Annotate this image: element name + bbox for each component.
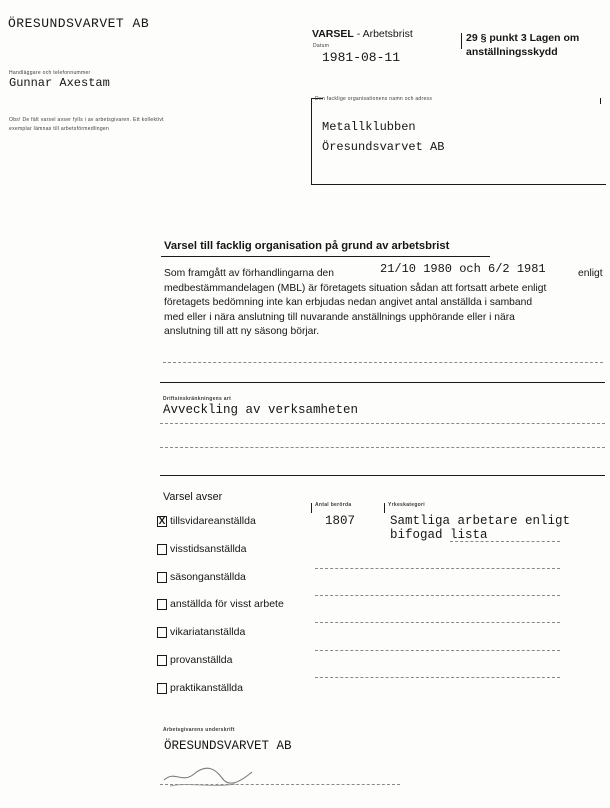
signature-label: Arbetsgivarens underskrift bbox=[163, 727, 235, 733]
recipient-box-right bbox=[600, 98, 601, 104]
handwritten-signature bbox=[160, 760, 280, 790]
option-label: anställda för visst arbete bbox=[170, 598, 284, 610]
category-bracket bbox=[384, 503, 385, 513]
option-label: visstidsanställda bbox=[170, 543, 247, 555]
body-line1-prefix: Som framgått av förhandlingarna den bbox=[164, 268, 334, 279]
category-label: Yrkeskategori bbox=[388, 502, 425, 508]
option-line bbox=[315, 677, 560, 678]
restriction-label: Driftsinskränkningens art bbox=[163, 396, 232, 402]
checkbox-praktik[interactable] bbox=[157, 683, 167, 694]
checkbox-visst-arbete[interactable] bbox=[157, 599, 167, 610]
option-label: säsonganställda bbox=[170, 571, 246, 583]
recipient-label: Den facklige organisationens namn och adress bbox=[315, 96, 433, 102]
option-label: vikariatanställda bbox=[170, 626, 246, 638]
negotiation-dates: 21/10 1980 och 6/2 1981 bbox=[380, 262, 546, 276]
body-line5: anslutning till att ny säsong börjar. bbox=[164, 326, 320, 337]
company-name: ÖRESUNDSVARVET AB bbox=[8, 16, 150, 31]
option-line bbox=[450, 541, 560, 542]
recipient-box-bottom bbox=[311, 184, 606, 185]
law-reference-line2: anställningsskydd bbox=[466, 46, 558, 58]
instruction-note-line2: exemplar lämnas till arbetsförmedlingen bbox=[9, 126, 110, 132]
recipient-line2: Öresundsvarvet AB bbox=[322, 140, 445, 154]
option-line bbox=[315, 622, 560, 623]
checkbox-visstid[interactable] bbox=[157, 544, 167, 555]
blank-line bbox=[163, 362, 603, 363]
notice-title-bold: VARSEL bbox=[312, 28, 354, 40]
law-reference-line1: 29 § punkt 3 Lagen om bbox=[466, 32, 580, 44]
count-bracket bbox=[311, 503, 312, 513]
notice-title-rest: - Arbetsbrist bbox=[353, 28, 413, 40]
notice-date: 1981-08-11 bbox=[322, 50, 401, 65]
checkbox-vikariat[interactable] bbox=[157, 627, 167, 638]
heading-underline bbox=[161, 256, 490, 257]
option-label: tillsvidareanställda bbox=[170, 515, 256, 527]
checkbox-tillsvidare[interactable]: X bbox=[158, 516, 166, 527]
varsel-heading: Varsel avser bbox=[163, 491, 223, 503]
handler-name: Gunnar Axestam bbox=[9, 76, 110, 90]
signature-stamp: ÖRESUNDSVARVET AB bbox=[164, 739, 292, 753]
category-line2: bifogad lista bbox=[390, 528, 488, 542]
section-divider bbox=[160, 382, 605, 383]
option-line bbox=[315, 568, 560, 569]
law-bracket bbox=[461, 33, 462, 49]
instruction-note-line1: Obs! De fält varsel avser fylls i av arbetsgivaren. Ett kollektivt bbox=[9, 117, 164, 123]
restriction-line2 bbox=[160, 447, 605, 448]
option-label: praktikanställda bbox=[170, 682, 243, 694]
body-line4: med eller i nära anslutning till nuvarande anställnings upphörande eller i nära bbox=[164, 312, 515, 323]
checkbox-sasong[interactable] bbox=[157, 572, 167, 583]
category-line1: Samtliga arbetare enligt bbox=[390, 514, 571, 528]
body-heading: Varsel till facklig organisation på grund av arbetsbrist bbox=[164, 240, 450, 252]
restriction-divider bbox=[160, 475, 605, 476]
date-label: Datum bbox=[313, 43, 330, 49]
option-line bbox=[315, 650, 560, 651]
recipient-box-left bbox=[311, 98, 312, 184]
recipient-line1: Metallklubben bbox=[322, 120, 416, 134]
option-label: provanställda bbox=[170, 654, 233, 666]
notice-title bbox=[312, 28, 413, 40]
body-line2: medbestämmandelagen (MBL) är företagets situation sådan att fortsatt arbete enligt bbox=[164, 283, 547, 294]
body-line3: företagets bedömning inte kan erbjudas nedan angivet antal anställda i samband bbox=[164, 297, 533, 308]
restriction-value: Avveckling av verksamheten bbox=[163, 403, 359, 417]
handler-label: Handläggare och telefonnummer bbox=[9, 70, 91, 76]
affected-count: 1807 bbox=[325, 514, 356, 528]
checkbox-prov[interactable] bbox=[157, 655, 167, 666]
option-line bbox=[315, 595, 560, 596]
restriction-line1 bbox=[160, 423, 605, 424]
body-line1-suffix: enligt bbox=[578, 268, 603, 279]
count-label: Antal berörda bbox=[315, 502, 352, 508]
signature-line bbox=[160, 784, 400, 785]
